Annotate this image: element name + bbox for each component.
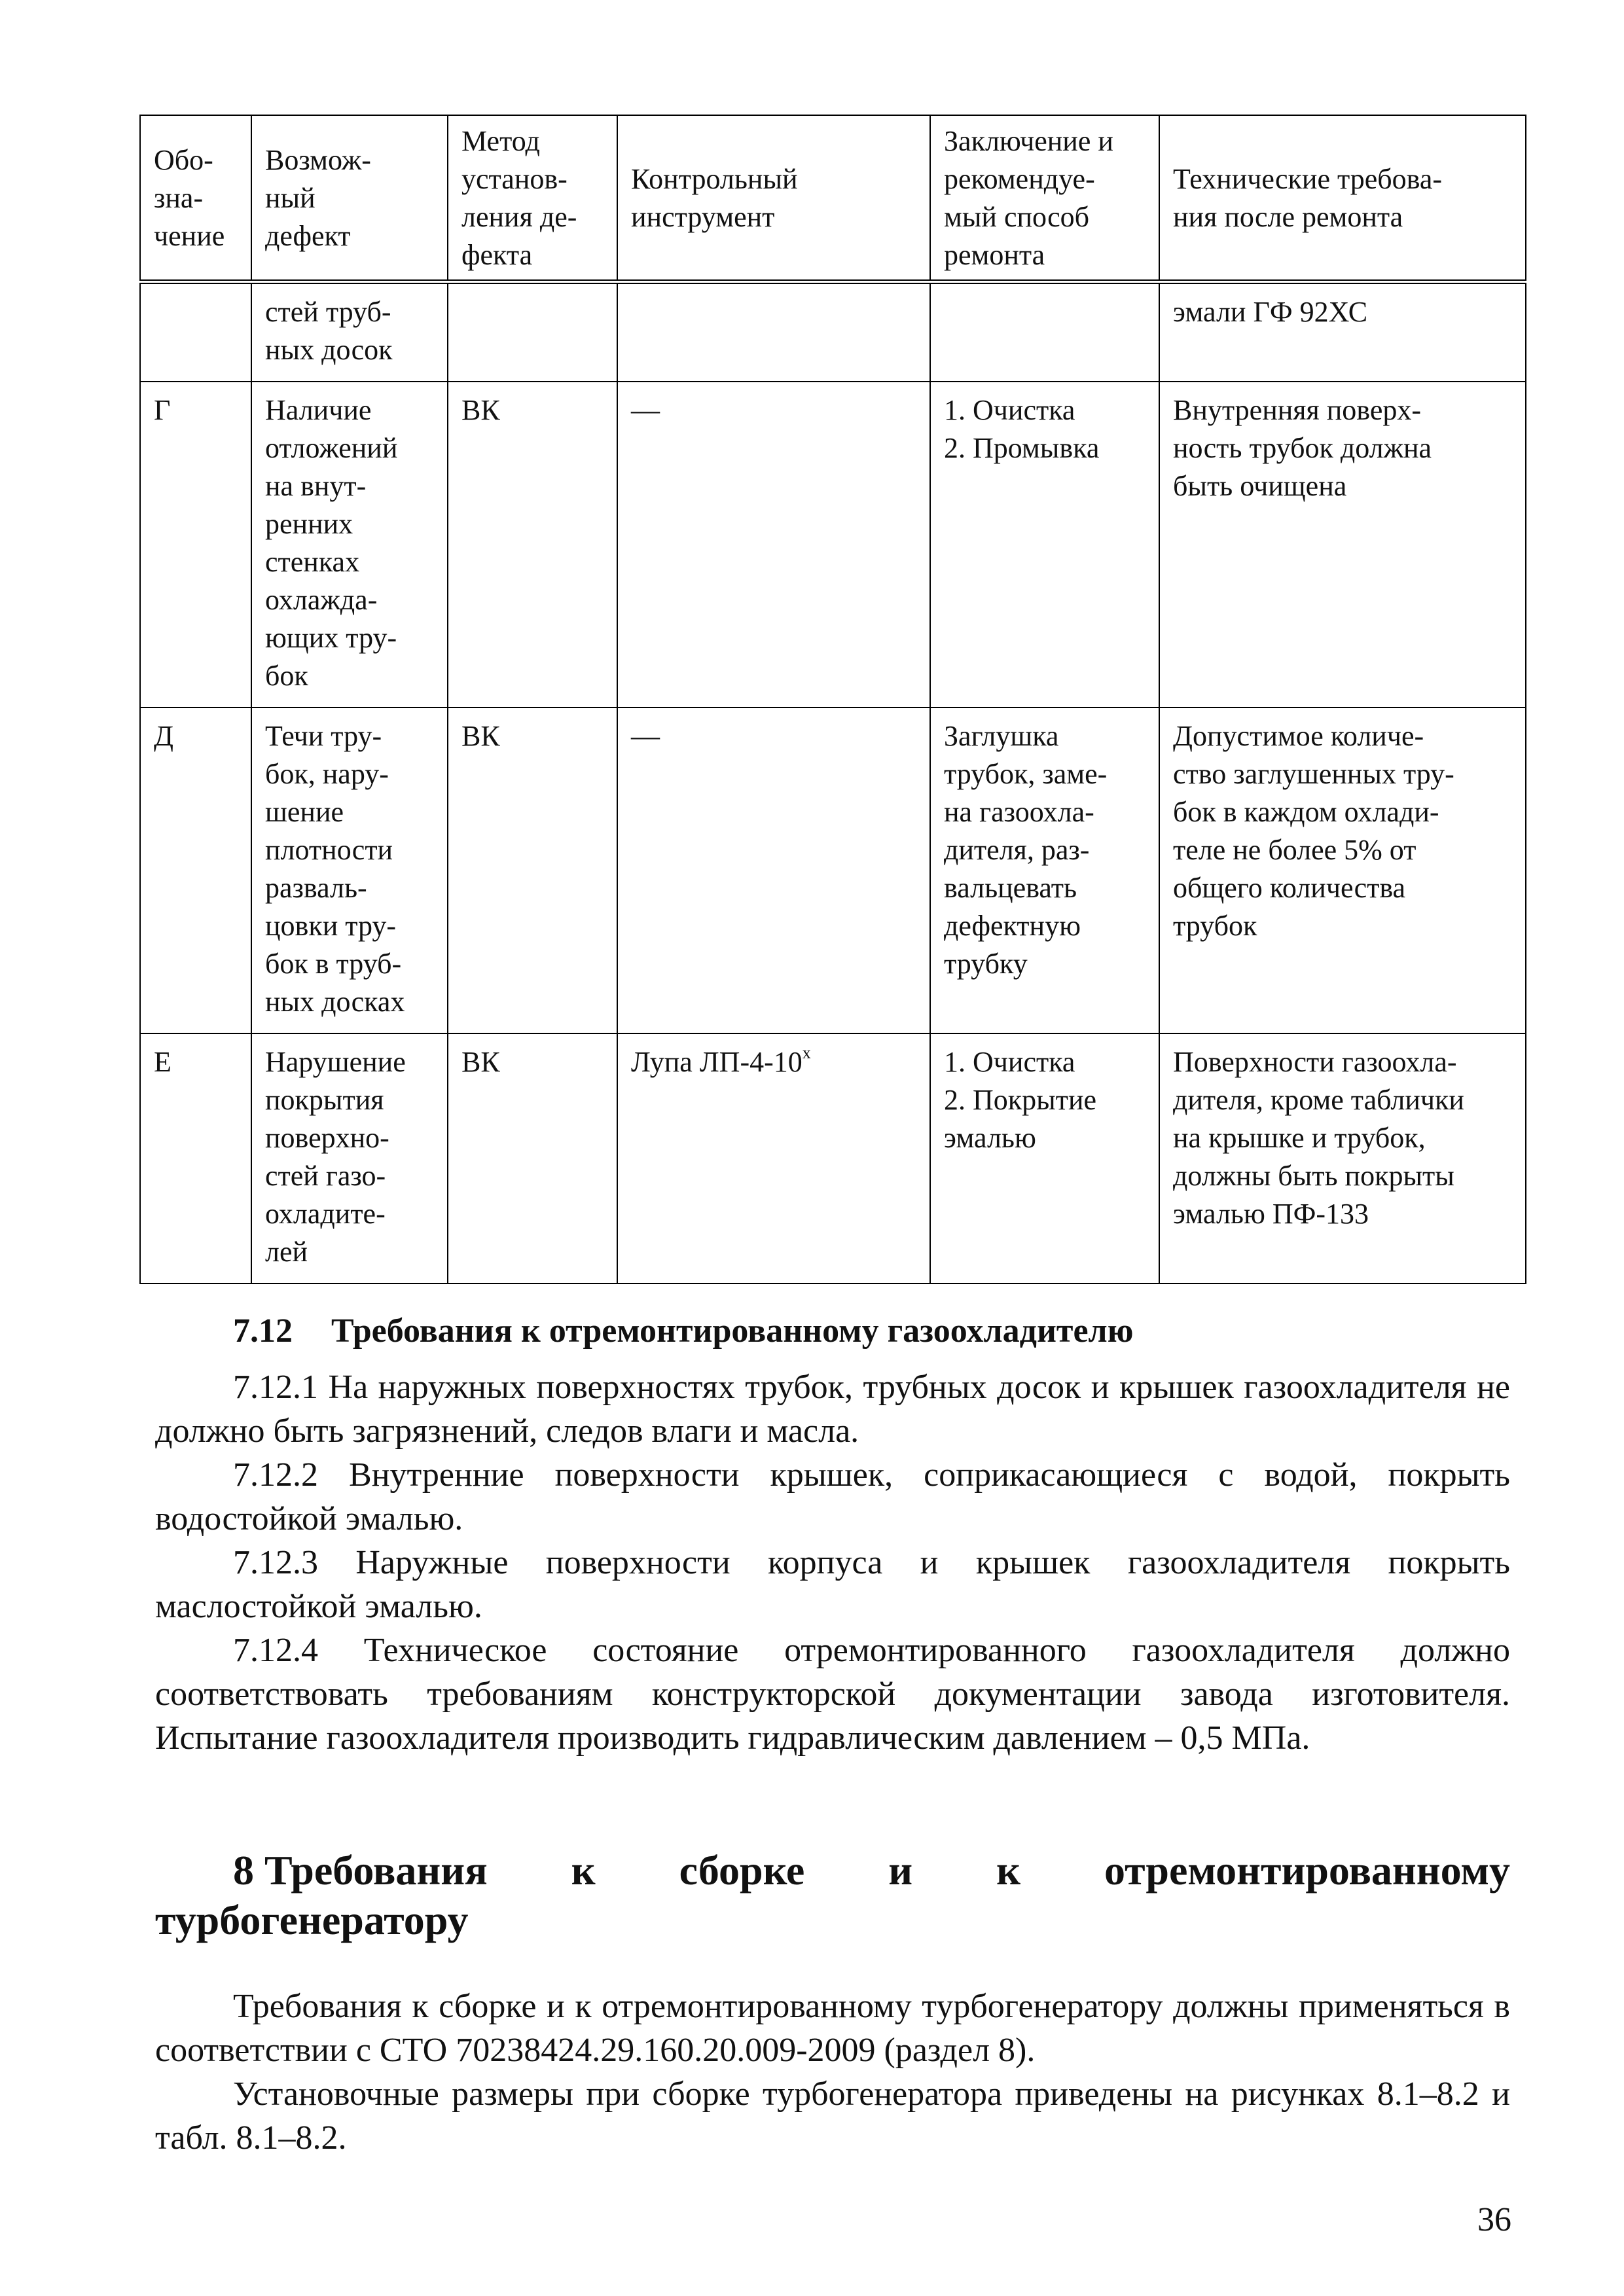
heading-word: к (996, 1847, 1020, 1893)
cell-requirements: эмали ГФ 92ХС (1159, 282, 1526, 382)
cell-defect: Наличие отложений на внут- ренних стенках охлажда- ющих тру- бок (251, 382, 448, 708)
cell-instrument: — (617, 382, 930, 708)
section-7-12-body (155, 1365, 1510, 1760)
table-row (140, 1033, 1526, 1283)
cell-defect: стей труб- ных досок (251, 282, 448, 382)
defects-table (139, 115, 1526, 1284)
cell-defect: Нарушение покрытия поверхно- стей газо- охладите- лей (251, 1033, 448, 1283)
cell-method: ВК (448, 1033, 617, 1283)
section-title: Требования к отремонтированному газоохладителю (331, 1312, 1134, 1350)
cell-requirements: Поверхности газоохла- дителя, кроме таблички на крышке и трубок, должны быть покрыты эмалью ПФ-133 (1159, 1033, 1526, 1283)
chapter-heading-line2: турбогенератору (155, 1897, 469, 1943)
header-requirements: Технические требова- ния после ремонта (1159, 115, 1526, 282)
table-row (140, 382, 1526, 708)
heading-word: к (571, 1847, 596, 1893)
cell-designation: Д (140, 708, 251, 1033)
cell-method: ВК (448, 382, 617, 708)
cell-repair: Заглушка трубок, заме- на газоохла- дителя, раз- вальцевать дефектную трубку (930, 708, 1159, 1033)
header-instrument: Контрольный инструмент (617, 115, 930, 282)
section-number: 7.12 (233, 1312, 293, 1350)
cell-repair (930, 282, 1159, 382)
heading-word: 8 Требования (233, 1847, 488, 1893)
cell-designation: Е (140, 1033, 251, 1283)
header-method: Метод установ- ления де- фекта (448, 115, 617, 282)
cell-requirements: Внутренняя поверх- ность трубок должна быть очищена (1159, 382, 1526, 708)
cell-designation (140, 282, 251, 382)
cell-instrument (617, 1033, 930, 1283)
table-row (140, 708, 1526, 1033)
chapter-8-body (155, 1984, 1510, 2160)
cell-designation: Г (140, 382, 251, 708)
cell-instrument (617, 282, 930, 382)
defects-table-container (139, 115, 1525, 1284)
instrument-name: Лупа ЛП-4-10 (631, 1046, 803, 1078)
cell-repair: 1. Очистка 2. Покрытие эмалью (930, 1033, 1159, 1283)
header-designation: Обо- зна- чение (140, 115, 251, 282)
header-defect: Возмож- ный дефект (251, 115, 448, 282)
paragraph-8-1: Требования к сборке и к отремонтированному турбогенератору должны применяться в соответствии с СТО 70238424.29.160.20.009-2009 (раздел 8). (155, 1988, 1510, 2069)
paragraph-7-12-4: 7.12.4 Техническое состояние отремонтированного газоохладителя должно соответствовать требованиям конструкторской документации завода изготовителя. Испытание газоохладителя производить гидравлическим давлением – 0,5 МПа. (155, 1632, 1510, 1757)
chapter-heading-8 (155, 1846, 1510, 1945)
paragraph-8-2: Установочные размеры при сборке турбогенератора приведены на рисунках 8.1–8.2 и табл. 8.1–8.2. (155, 2075, 1510, 2157)
heading-word: отремонтированному (1104, 1847, 1510, 1893)
heading-word: и (888, 1847, 913, 1893)
cell-repair: 1. Очистка 2. Промывка (930, 382, 1159, 708)
cell-instrument: — (617, 708, 930, 1033)
header-repair: Заключение и рекомендуе- мый способ ремонта (930, 115, 1159, 282)
chapter-heading-line1 (155, 1846, 1510, 1895)
cell-method: ВК (448, 708, 617, 1033)
table-header-row (140, 115, 1526, 282)
cell-method (448, 282, 617, 382)
heading-word: сборке (679, 1847, 805, 1893)
paragraph-7-12-1: 7.12.1 На наружных поверхностях трубок, трубных досок и крышек газоохладителя не должно быть загрязнений, следов влаги и масла. (155, 1369, 1510, 1450)
table-row (140, 282, 1526, 382)
cell-requirements: Допустимое количе- ство заглушенных тру- бок в каждом охлади- теле не более 5% от общего количества трубок (1159, 708, 1526, 1033)
cell-defect: Течи тру- бок, нару- шение плотности разваль- цовки тру- бок в труб- ных досках (251, 708, 448, 1033)
page-number: 36 (1477, 2201, 1511, 2238)
section-heading-7-12 (233, 1309, 1133, 1353)
instrument-magnification-superscript: х (802, 1043, 811, 1063)
paragraph-7-12-2: 7.12.2 Внутренние поверхности крышек, соприкасающиеся с водой, покрыть водостойкой эмалью. (155, 1456, 1510, 1537)
paragraph-7-12-3: 7.12.3 Наружные поверхности корпуса и крышек газоохладителя покрыть маслостойкой эмалью. (155, 1544, 1510, 1625)
